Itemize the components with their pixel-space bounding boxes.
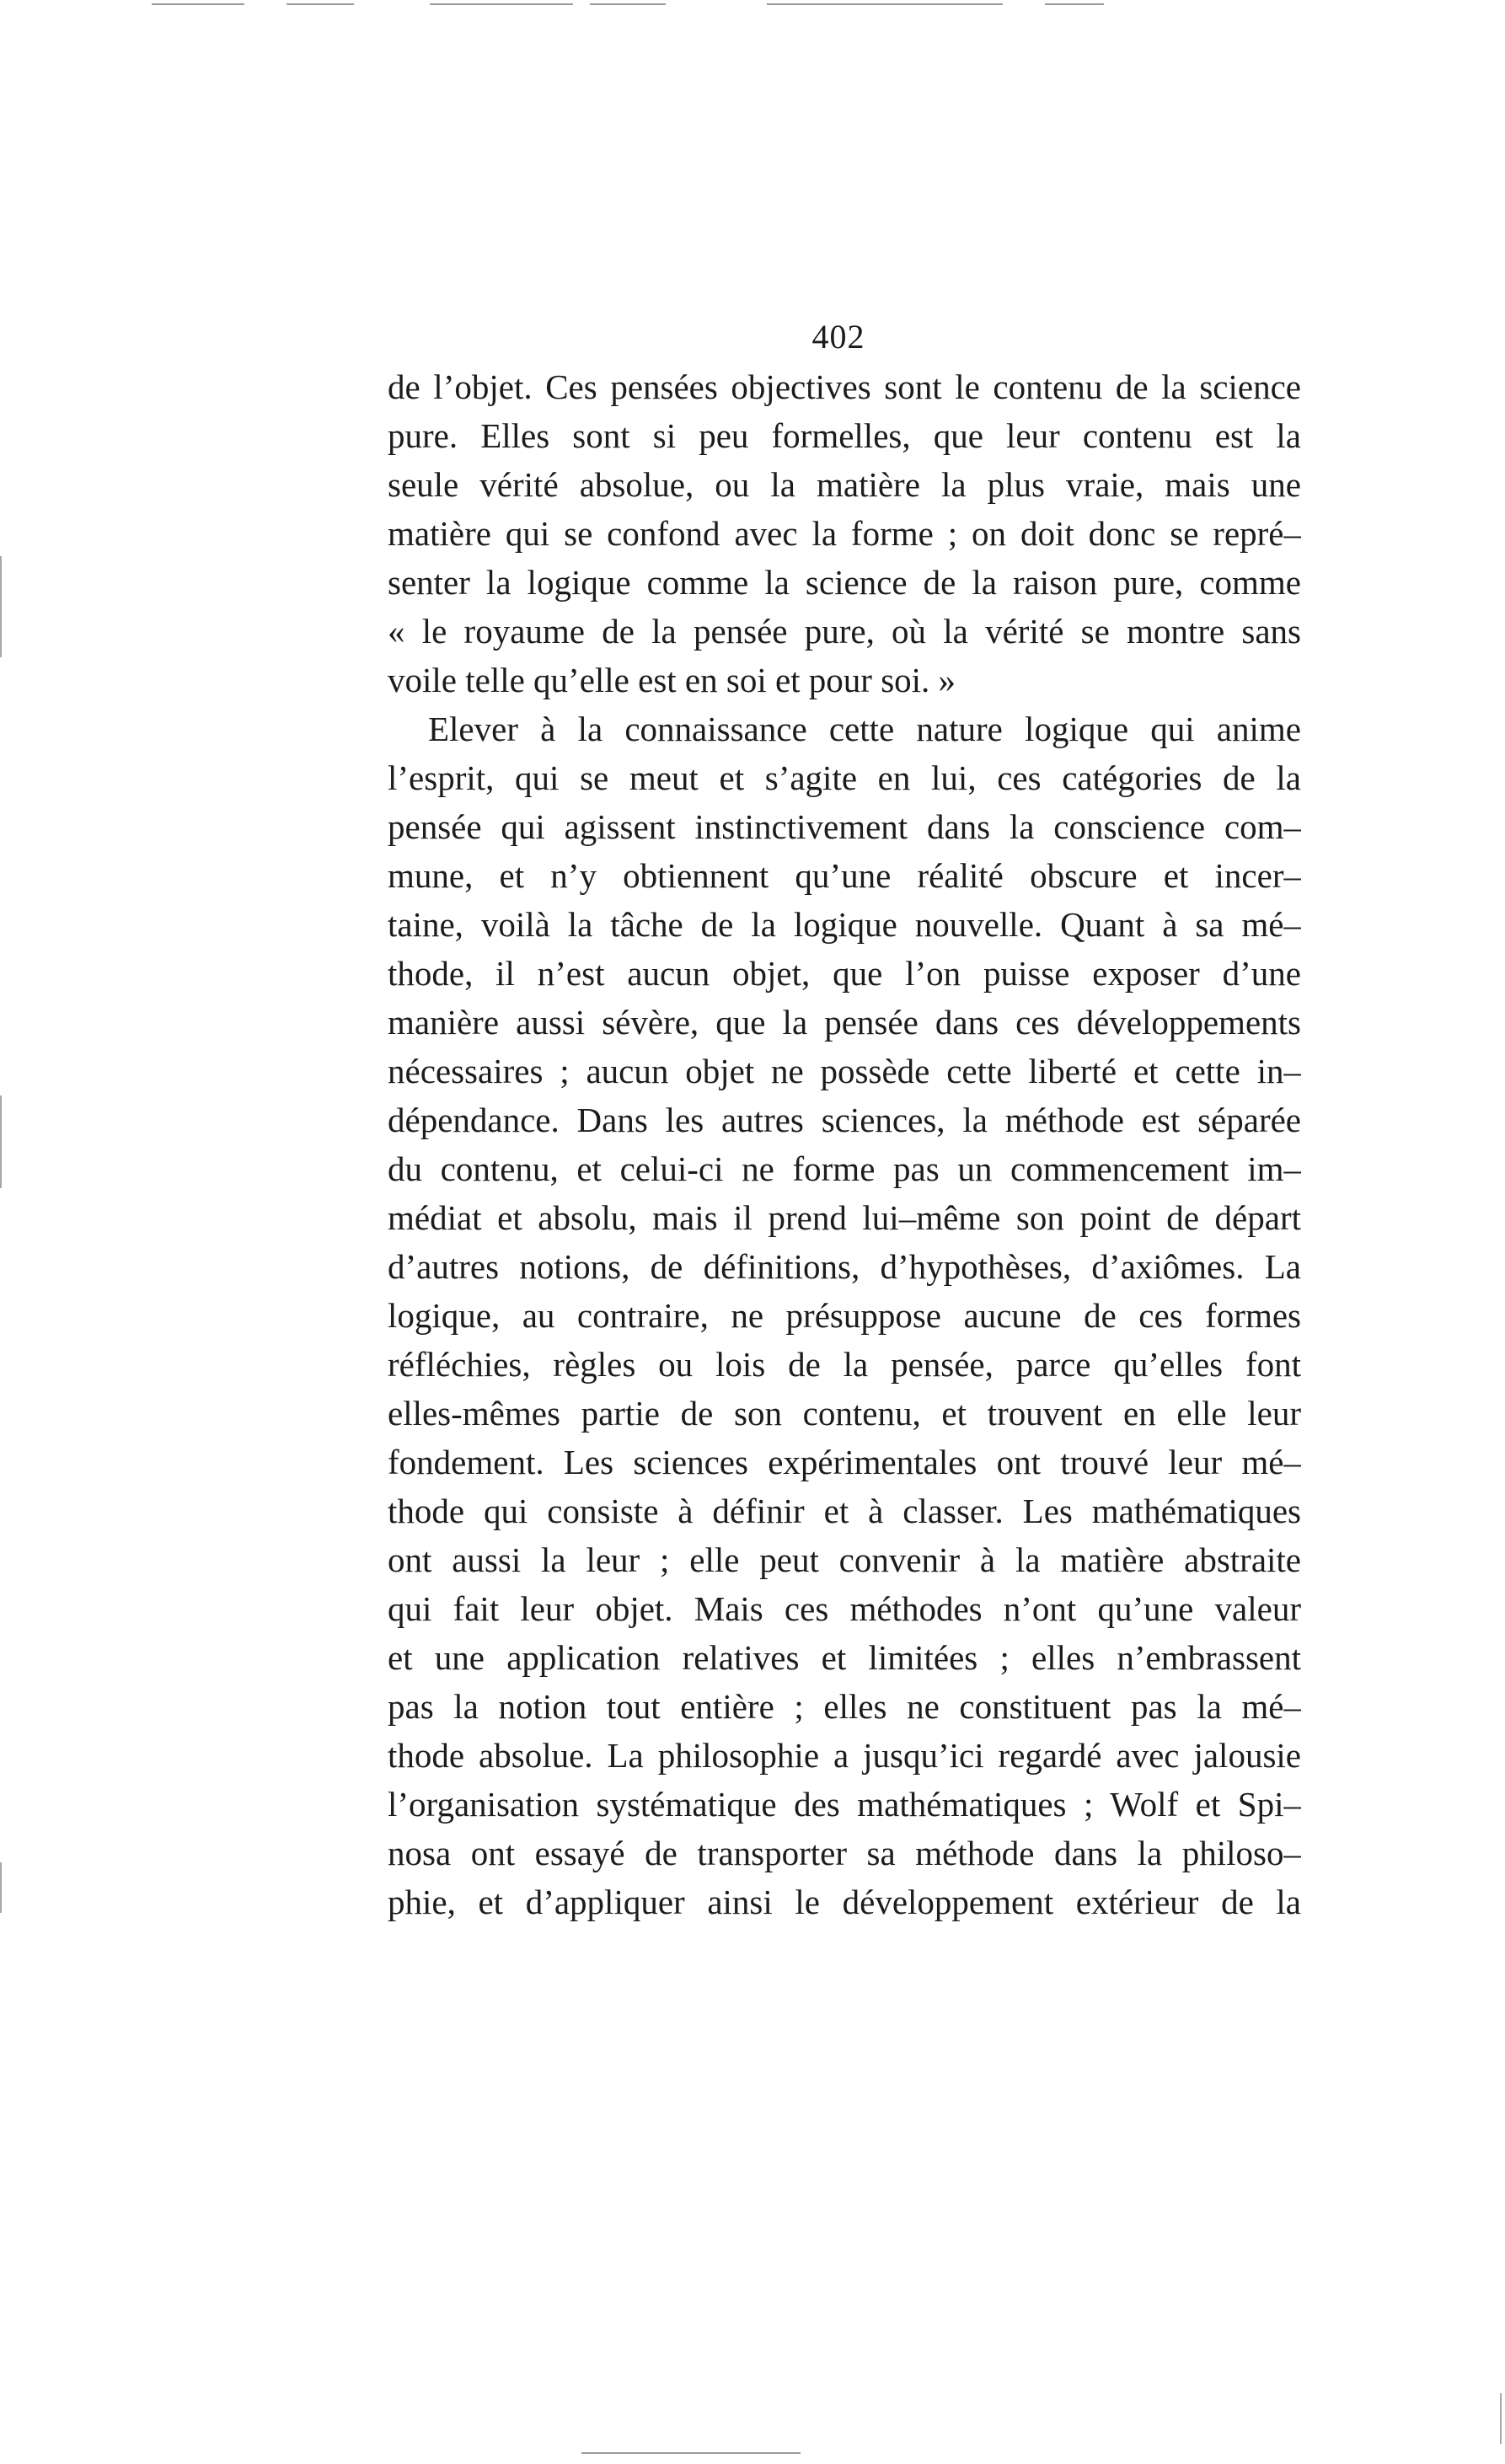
- text-line: [388, 998, 1301, 1047]
- right-edge-scan-mark: [1500, 2393, 1502, 2444]
- text-line-content: ont aussi la leur ; elle peut convenir à la matière abstraite: [388, 1540, 1301, 1579]
- text-line: [388, 460, 1301, 509]
- text-line: [388, 851, 1301, 900]
- text-line-content: réfléchies, règles ou lois de la pensée, parce qu’elles font: [388, 1345, 1301, 1384]
- top-edge-scan-marks: [0, 0, 1505, 10]
- text-line: [388, 411, 1301, 460]
- text-line-content: pensée qui agissent instinctivement dans la conscience com–: [388, 807, 1301, 846]
- text-line-content: logique, au contraire, ne présuppose aucune de ces formes: [388, 1296, 1301, 1335]
- text-line: [388, 1095, 1301, 1144]
- text-line-content: mune, et n’y obtiennent qu’une réalité obscure et incer–: [388, 856, 1301, 895]
- text-line-content: dépendance. Dans les autres sciences, la méthode est séparée: [388, 1101, 1301, 1139]
- text-line-content: « le royaume de la pensée pure, où la vérité se montre sans: [388, 612, 1301, 651]
- body-text: [388, 362, 1301, 1926]
- text-line: [388, 1633, 1301, 1682]
- text-line-content: thode qui consiste à définir et à classer. Les mathématiques: [388, 1492, 1301, 1530]
- text-line-content: qui fait leur objet. Mais ces méthodes n’ont qu’une valeur: [388, 1589, 1301, 1628]
- left-edge-scan-mark: [0, 1862, 2, 1913]
- text-line-content: Elever à la connaissance cette nature logique qui anime: [428, 710, 1301, 748]
- text-line: [388, 1242, 1301, 1291]
- text-line-content: seule vérité absolue, ou la matière la plus vraie, mais une: [388, 465, 1301, 504]
- text-line: [388, 1731, 1301, 1780]
- text-line: [388, 1486, 1301, 1535]
- text-line: [388, 1877, 1301, 1926]
- text-line: [388, 509, 1301, 558]
- text-line: [388, 558, 1301, 607]
- text-line: [388, 900, 1301, 949]
- left-edge-scan-mark: [0, 556, 2, 657]
- text-line: [388, 1193, 1301, 1242]
- text-line-content: nécessaires ; aucun objet ne possède cette liberté et cette in–: [388, 1052, 1301, 1090]
- text-line: [388, 753, 1301, 802]
- text-line: [388, 704, 1301, 753]
- text-line: [388, 1535, 1301, 1584]
- text-line-content: d’autres notions, de définitions, d’hypothèses, d’axiômes. La: [388, 1247, 1301, 1286]
- text-line-content: médiat et absolu, mais il prend lui–même son point de départ: [388, 1198, 1301, 1237]
- page-number: 402: [811, 318, 865, 356]
- text-line-content: l’esprit, qui se meut et s’agite en lui, ces catégories de la: [388, 758, 1301, 797]
- text-line-content: du contenu, et celui-ci ne forme pas un commencement im–: [388, 1149, 1301, 1188]
- text-line: [388, 1144, 1301, 1193]
- text-line-content: pure. Elles sont si peu formelles, que leur contenu est la: [388, 416, 1301, 455]
- text-line: [388, 1438, 1301, 1486]
- text-line-content: thode, il n’est aucun objet, que l’on puisse exposer d’une: [388, 954, 1301, 993]
- text-line: [388, 949, 1301, 998]
- text-line-content: phie, et d’appliquer ainsi le développement extérieur de la: [388, 1883, 1301, 1921]
- text-line-content: fondement. Les sciences expérimentales ont trouvé leur mé–: [388, 1443, 1301, 1481]
- text-line: [388, 1780, 1301, 1829]
- text-line: [388, 1047, 1301, 1095]
- text-line-content: thode absolue. La philosophie a jusqu’ici regardé avec jalousie: [388, 1736, 1301, 1775]
- bottom-edge-scan-mark: [581, 2452, 801, 2454]
- text-line: [388, 607, 1301, 656]
- text-line: [388, 802, 1301, 851]
- text-line: [388, 1389, 1301, 1438]
- text-line: [388, 656, 1301, 704]
- text-line-content: voile telle qu’elle est en soi et pour soi. »: [388, 661, 956, 699]
- text-line-content: nosa ont essayé de transporter sa méthode dans la philoso–: [388, 1834, 1301, 1872]
- text-line: [388, 362, 1301, 411]
- text-line-content: de l’objet. Ces pensées objectives sont le contenu de la science: [388, 367, 1301, 406]
- text-line: [388, 1829, 1301, 1877]
- text-line: [388, 1291, 1301, 1340]
- text-line-content: l’organisation systématique des mathématiques ; Wolf et Spi–: [388, 1785, 1301, 1824]
- text-line: [388, 1584, 1301, 1633]
- text-line-content: pas la notion tout entière ; elles ne constituent pas la mé–: [388, 1687, 1301, 1726]
- text-line-content: matière qui se confond avec la forme ; on doit donc se repré–: [388, 514, 1301, 553]
- text-line-content: et une application relatives et limitées ; elles n’embrassent: [388, 1638, 1301, 1677]
- text-line-content: senter la logique comme la science de la raison pure, comme: [388, 563, 1301, 602]
- text-line-content: elles-mêmes partie de son contenu, et trouvent en elle leur: [388, 1394, 1301, 1433]
- text-line-content: taine, voilà la tâche de la logique nouvelle. Quant à sa mé–: [388, 905, 1301, 944]
- text-line: [388, 1682, 1301, 1731]
- left-edge-scan-mark: [0, 1095, 2, 1188]
- text-line: [388, 1340, 1301, 1389]
- text-line-content: manière aussi sévère, que la pensée dans ces développements: [388, 1003, 1301, 1042]
